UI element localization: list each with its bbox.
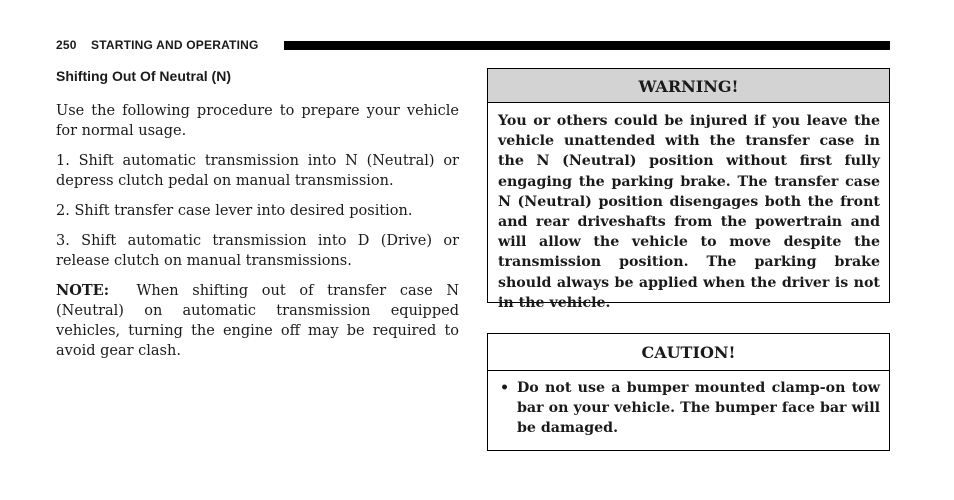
caution-item-text: Do not use a bumper mounted clamp-on tow bar on your vehicle. The bumper face bar will be damaged. (517, 380, 880, 437)
section-title: STARTING AND OPERATING (91, 38, 259, 52)
header-rule (284, 41, 890, 50)
warning-box (487, 68, 890, 311)
note-text: When shifting out of transfer case N (Neutral) on automatic transmission equipped vehicles, turning the engine off may be required to avoid gear clash. (56, 283, 460, 359)
intro-paragraph: Use the following procedure to prepare your vehicle for normal usage. (56, 103, 459, 139)
section-heading: Shifting Out Of Neutral (N) (56, 68, 231, 84)
note-paragraph (56, 281, 459, 361)
bullet-icon: • (500, 380, 510, 396)
warning-title: WARNING! (488, 69, 889, 103)
page-header (56, 38, 890, 52)
step-1: 1. Shift automatic transmission into N (Neutral) or depress clutch pedal on manual transmission. (56, 153, 459, 189)
note-label: NOTE: (56, 282, 110, 299)
caution-box (487, 333, 890, 451)
warning-text: You or others could be injured if you leave the vehicle unattended with the transfer case in the N (Neutral) position without first fully engaging the parking brake. The transfer case N (Neutral) position disengages both the front and rear driveshafts from the powertrain and will allow the vehicle to move despite the transmission position. The parking brake should always be applied when the driver is not in the vehicle. (498, 113, 880, 311)
caution-title: CAUTION! (488, 334, 889, 371)
step-3: 3. Shift automatic transmission into D (Drive) or release clutch on manual transmissions. (56, 233, 459, 269)
caution-item (488, 371, 889, 439)
step-2: 2. Shift transfer case lever into desired position. (56, 203, 413, 219)
page-number: 250 (56, 38, 77, 52)
main-column (56, 68, 459, 371)
